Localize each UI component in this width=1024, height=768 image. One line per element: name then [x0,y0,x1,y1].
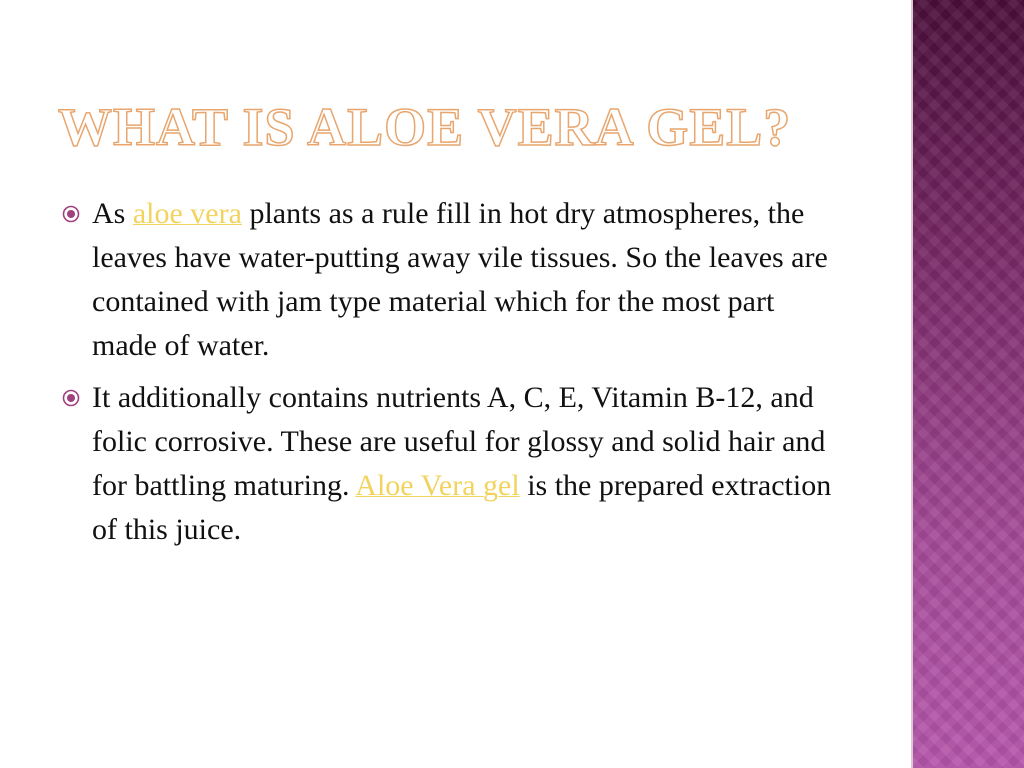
bullet-text-post: plants as a rule fill in hot dry atmospheres, the leaves have water-putting away vile tissues. So the leaves are contained with jam type material which for the most part made of water. [92,197,828,362]
aloe-vera-link[interactable]: aloe vera [132,197,242,230]
bullet-item [62,192,842,368]
radio-bullet-icon [62,389,80,407]
aloe-vera-gel-link[interactable]: Aloe Vera gel [355,469,520,502]
slide-title: WHAT IS ALOE VERA GEL? [58,97,792,157]
radio-bullet-icon [62,205,80,223]
bullet-text-post: is the prepared extraction of this juice. [92,469,832,546]
bullet-text-pre: As [92,197,133,230]
bullet-list [62,192,842,560]
decorative-side-band [913,0,1024,768]
bullet-text-pre: It additionally contains nutrients A, C, E, Vitamin B-12, and folic corrosive. These are useful for glossy and solid hair and for battling maturing. [92,381,826,502]
bullet-item [62,376,842,552]
